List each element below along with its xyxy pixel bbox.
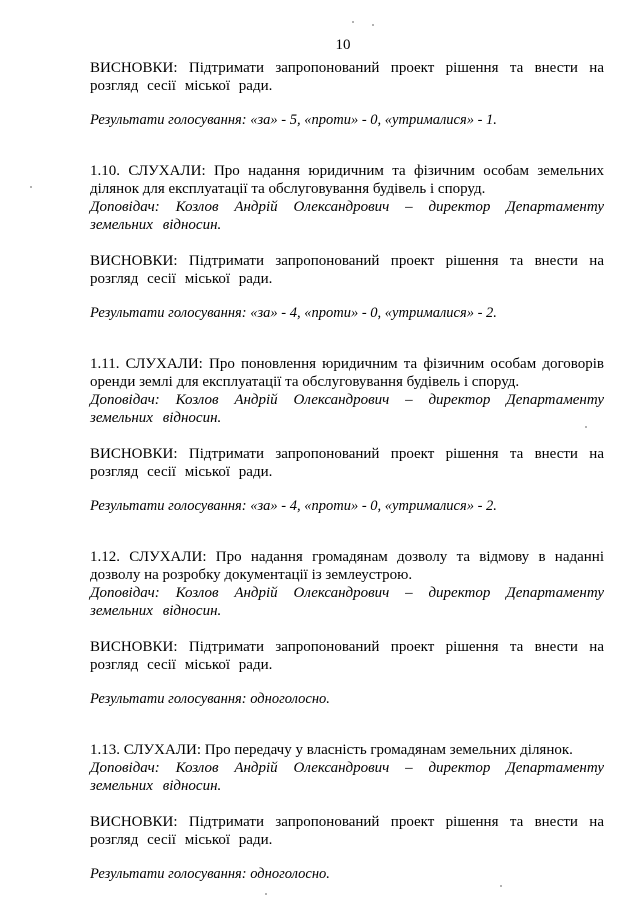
voting-result: Результати голосування: «за» - 5, «проти» - 0, «утрималися» - 1. bbox=[90, 112, 497, 128]
conclusion-text: ВИСНОВКИ: Підтримати запропонований проект рішення та внести на розгляд сесії міської ради. bbox=[90, 814, 604, 848]
scan-speck bbox=[500, 885, 502, 887]
heard-text: 1.12. СЛУХАЛИ: Про надання громадянам дозволу та відмову в наданні дозволу на розробку документації із землеустрою. bbox=[90, 549, 604, 583]
speaker-text: Доповідач: Козлов Андрій Олександрович – директор Департаменту земельних відносин. bbox=[90, 585, 604, 619]
agenda-item-1-12 bbox=[90, 548, 604, 708]
conclusion-text: ВИСНОВКИ: Підтримати запропонований проект рішення та внести на розгляд сесії міської ради. bbox=[90, 639, 604, 673]
voting-result: Результати голосування: одноголосно. bbox=[90, 691, 330, 707]
agenda-item-1-10 bbox=[90, 162, 604, 322]
document-body bbox=[90, 59, 604, 883]
scan-speck bbox=[372, 24, 374, 26]
voting-result: Результати голосування: одноголосно. bbox=[90, 866, 330, 882]
conclusion-text: ВИСНОВКИ: Підтримати запропонований проект рішення та внести на розгляд сесії міської ради. bbox=[90, 253, 604, 287]
voting-result: Результати голосування: «за» - 4, «проти» - 0, «утрималися» - 2. bbox=[90, 498, 497, 514]
voting-result: Результати голосування: «за» - 4, «проти» - 0, «утрималися» - 2. bbox=[90, 305, 497, 321]
speaker-text: Доповідач: Козлов Андрій Олександрович – директор Департаменту земельних відносин. bbox=[90, 199, 604, 233]
scan-speck bbox=[265, 893, 267, 895]
conclusion-text: ВИСНОВКИ: Підтримати запропонований проект рішення та внести на розгляд сесії міської ради. bbox=[90, 60, 604, 94]
speaker-text: Доповідач: Козлов Андрій Олександрович – директор Департаменту земельних відносин. bbox=[90, 392, 604, 426]
conclusion-text: ВИСНОВКИ: Підтримати запропонований проект рішення та внести на розгляд сесії міської ради. bbox=[90, 446, 604, 480]
scan-speck bbox=[352, 21, 354, 23]
heard-text: 1.11. СЛУХАЛИ: Про поновлення юридичним та фізичним особам договорів оренди землі для експлуатації та обслуговування будівель і споруд. bbox=[90, 356, 604, 390]
speaker-text: Доповідач: Козлов Андрій Олександрович – директор Департаменту земельних відносин. bbox=[90, 760, 604, 794]
scan-speck bbox=[30, 186, 32, 188]
page-number: 10 bbox=[335, 37, 351, 53]
agenda-item-1-13 bbox=[90, 741, 604, 883]
heard-text: 1.13. СЛУХАЛИ: Про передачу у власність громадянам земельних ділянок. bbox=[90, 742, 573, 758]
agenda-item-1-11 bbox=[90, 355, 604, 515]
heard-text: 1.10. СЛУХАЛИ: Про надання юридичним та фізичним особам земельних ділянок для експлуатації та обслуговування будівель і споруд. bbox=[90, 163, 604, 197]
